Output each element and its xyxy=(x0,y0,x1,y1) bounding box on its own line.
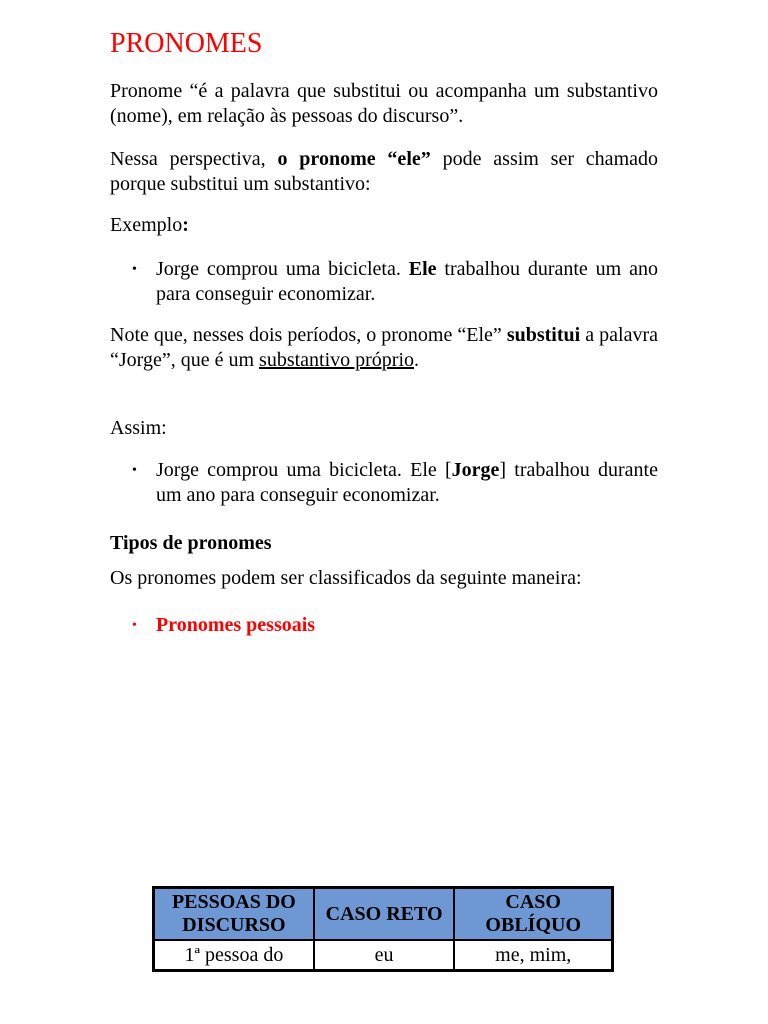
cell-reto: eu xyxy=(314,940,455,970)
assim-label: Assim: xyxy=(110,417,167,439)
note-text-2: a palavra “Jorge”, que é um xyxy=(110,324,658,371)
pronouns-table-wrapper xyxy=(152,886,614,972)
list-item xyxy=(110,458,658,508)
note-text-3: . xyxy=(414,349,420,371)
note-underline: substantivo próprio xyxy=(259,349,415,371)
section-heading: Tipos de pronomes xyxy=(110,532,272,554)
page-title: PRONOMES xyxy=(110,28,263,59)
cell-obliquo: me, mim, xyxy=(454,940,612,970)
example-label-colon: : xyxy=(182,214,189,236)
assim-sentence-text-2: ] trabalhou durante um ano para conseguir economizar. xyxy=(156,459,658,506)
perspective-paragraph xyxy=(110,147,658,197)
perspective-text-2: pode assim ser chamado porque substitui um substantivo: xyxy=(110,148,658,195)
perspective-text-1: Nessa perspectiva, xyxy=(110,148,278,170)
table-row xyxy=(154,940,612,970)
example-sentence-text-1: Jorge comprou uma bicicleta. xyxy=(156,258,409,280)
types-intro: Os pronomes podem ser classificados da seguinte maneira: xyxy=(110,567,582,589)
note-text-1: Note que, nesses dois períodos, o pronome “Ele” xyxy=(110,324,507,346)
list-item xyxy=(110,613,658,638)
example-sentence xyxy=(156,257,658,307)
assim-sentence-text-1: Jorge comprou uma bicicleta. Ele [ xyxy=(156,459,452,481)
header-pessoas: PESSOAS DO DISCURSO xyxy=(154,888,314,940)
types-bullet-label: Pronomes pessoais xyxy=(156,614,316,636)
assim-sentence xyxy=(156,458,658,508)
bullet-icon: • xyxy=(132,618,137,633)
header-caso-reto: CASO RETO xyxy=(314,888,455,940)
list-item xyxy=(110,257,658,307)
cell-person: 1ª pessoa do xyxy=(154,940,314,970)
pronouns-table xyxy=(152,886,614,972)
perspective-bold: o pronome “ele” xyxy=(277,148,431,170)
bullet-icon: • xyxy=(132,262,137,277)
intro-paragraph: Pronome “é a palavra que substitui ou acompanha um substantivo (nome), em relação às pessoas do discurso”. xyxy=(110,80,658,127)
table-header-row xyxy=(154,888,612,940)
assim-sentence-bold: Jorge xyxy=(451,459,500,481)
note-bold: substitui xyxy=(506,324,581,346)
example-label xyxy=(110,213,658,238)
example-sentence-text-2: trabalhou durante um ano para conseguir economizar. xyxy=(156,258,658,305)
note-paragraph xyxy=(110,323,658,373)
bullet-icon: • xyxy=(132,463,137,478)
example-sentence-bold: Ele xyxy=(408,258,437,280)
example-label-text: Exemplo xyxy=(110,214,183,236)
header-caso-obliquo: CASO OBLÍQUO xyxy=(454,888,612,940)
